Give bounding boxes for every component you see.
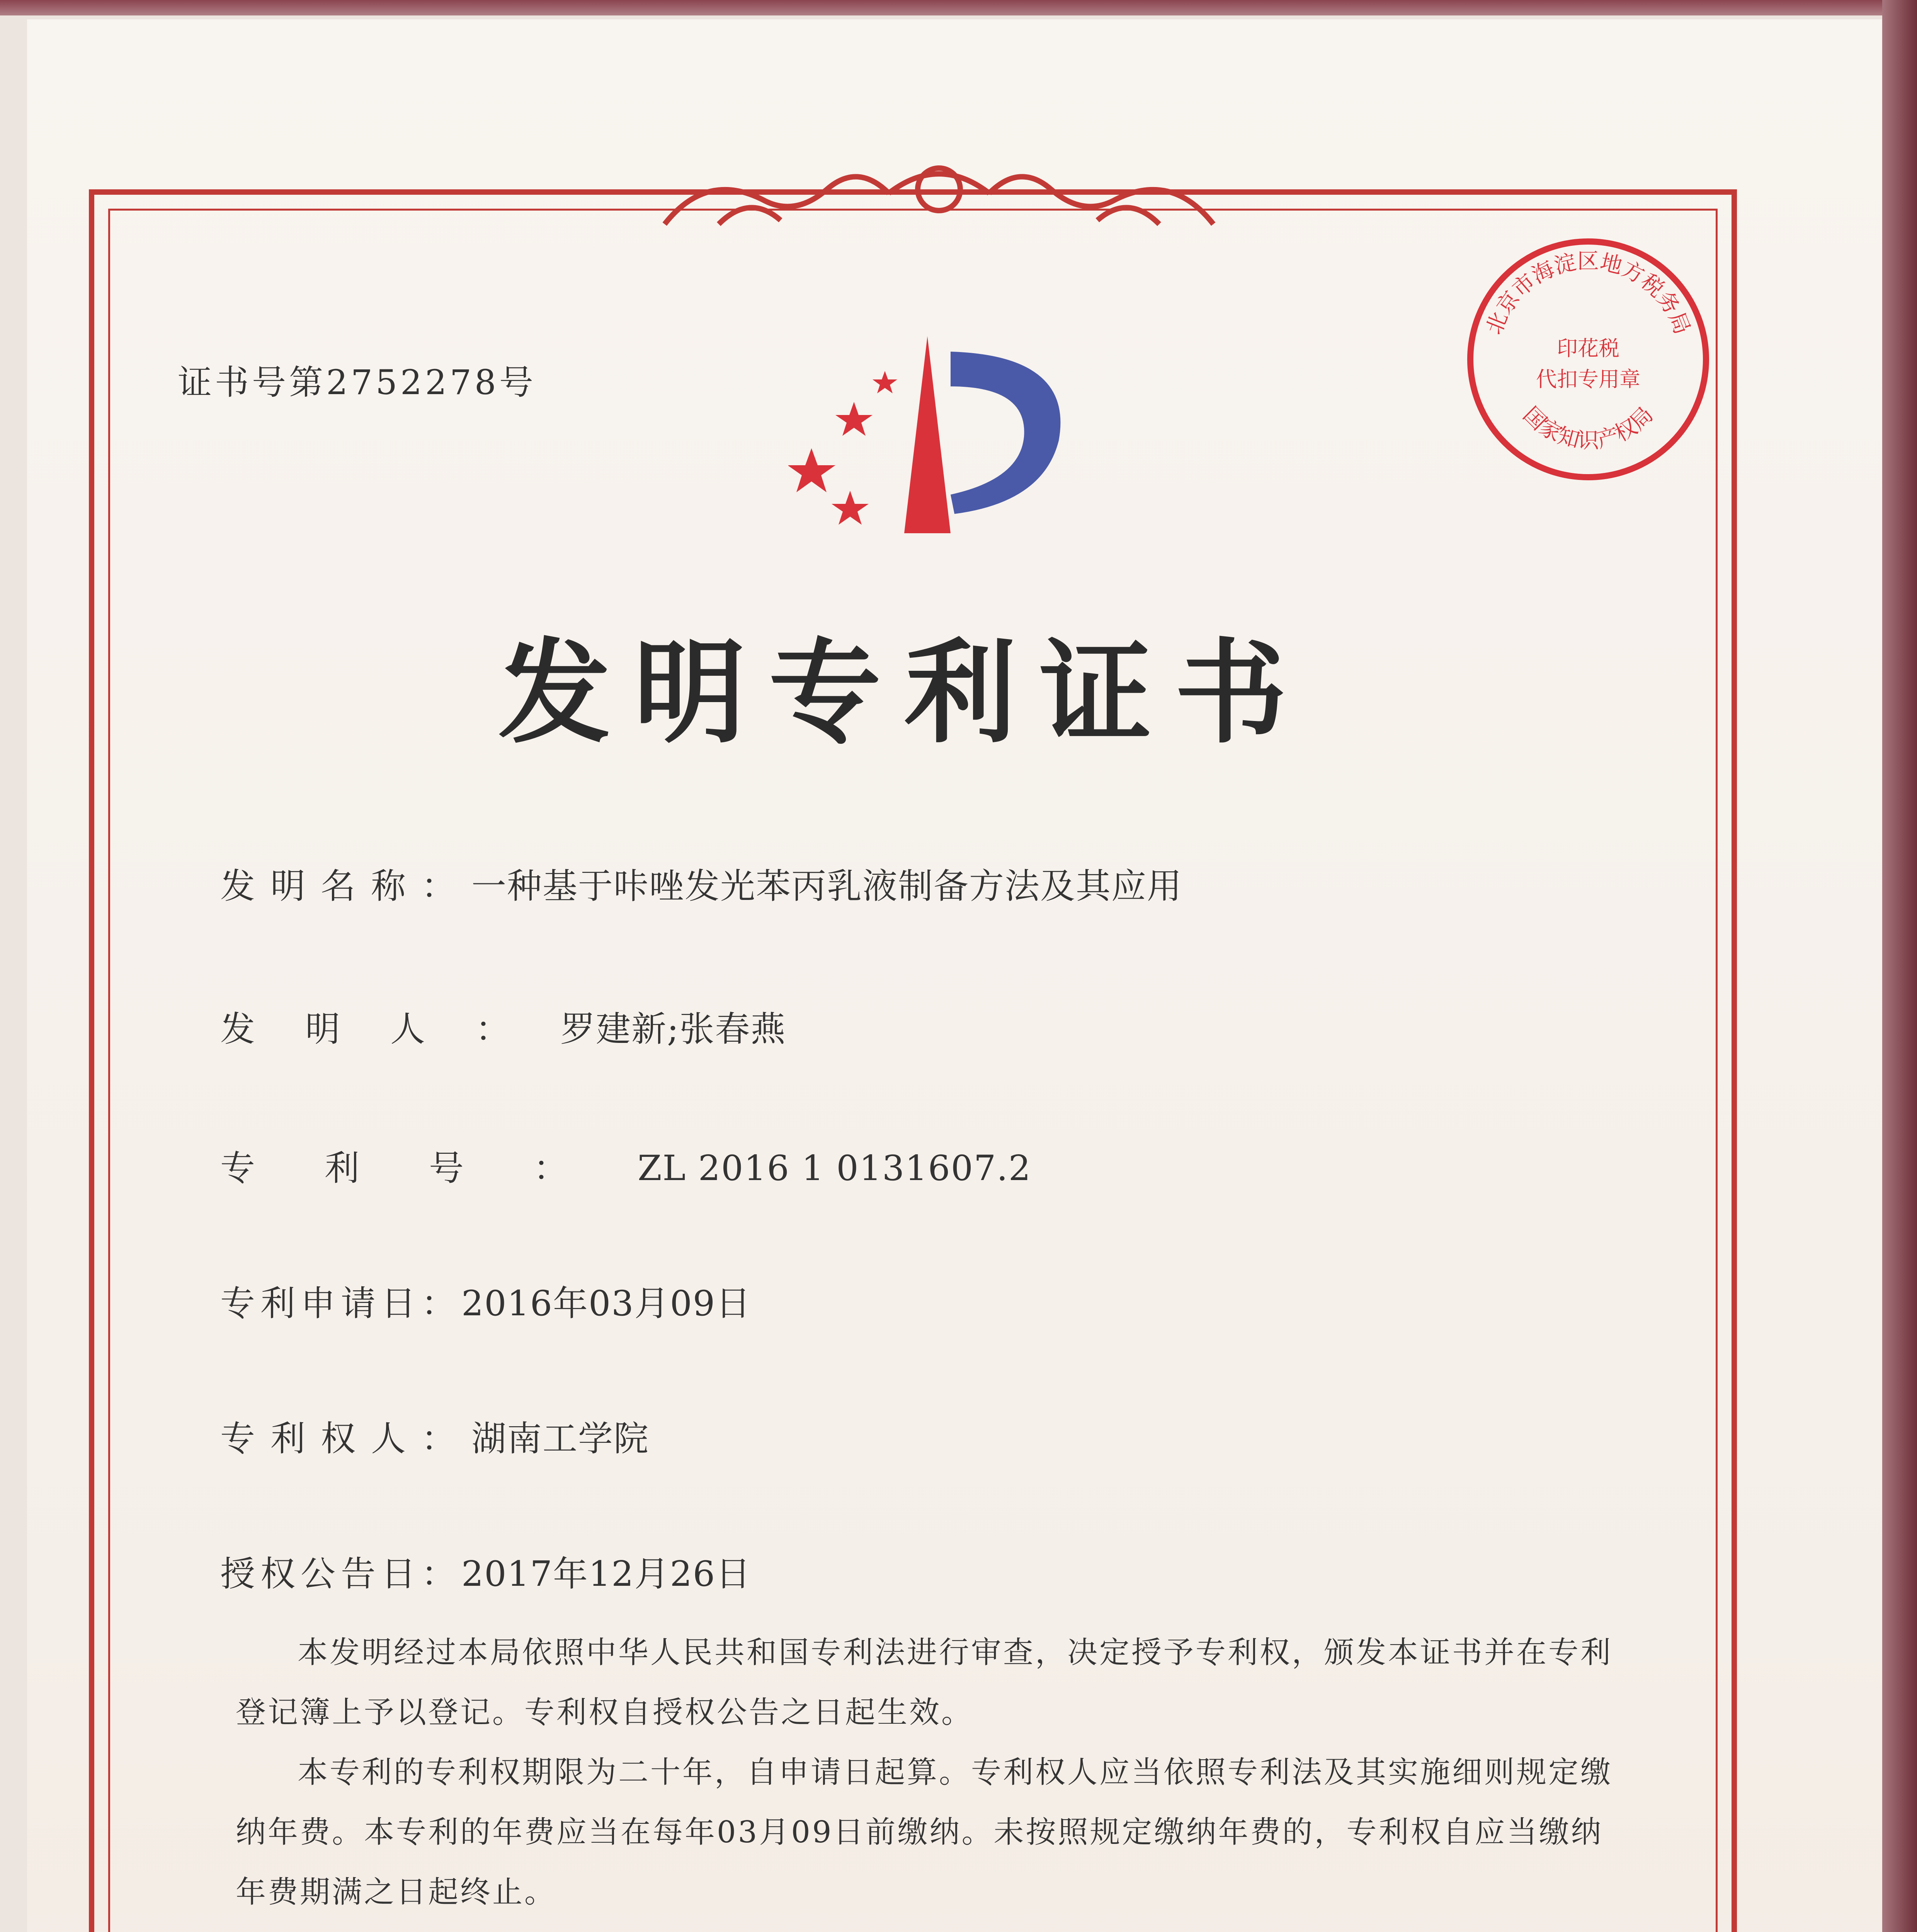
tax-stamp-seal-icon <box>1461 232 1716 487</box>
tax-seal-top-text: 北京市海淀区地方税务局 <box>1481 249 1695 338</box>
field-label: 专利权人： <box>220 1418 471 1459</box>
tax-seal-bottom-text: 国家知识产权局 <box>1518 402 1658 453</box>
svg-text:国家知识产权局 <box>1518 402 1658 453</box>
certificate-number: 证书号第2752278号 <box>178 362 536 402</box>
certificate-body <box>236 1623 1627 1932</box>
body-paragraph: 本专利的专利权期限为二十年，自申请日起算。专利权人应当依照专利法及其实施细则规定缴纳年费。本专利的年费应当在每年03月09日前缴纳。未按照规定缴纳年费的，专利权自应当缴纳年费期满之日起终止。 <box>236 1755 1613 1910</box>
top-ornament-icon <box>649 147 1229 240</box>
field-patent-number <box>220 1140 1031 1190</box>
field-label: 授权公告日： <box>220 1554 461 1594</box>
field-label: 发明名称： <box>220 866 471 906</box>
field-label: 专利号： <box>220 1148 638 1189</box>
field-application-date <box>220 1275 751 1325</box>
field-value: 湖南工学院 <box>471 1418 649 1459</box>
certificate-title: 发明专利证书 <box>498 627 1310 759</box>
field-patentee <box>220 1410 649 1461</box>
field-value: 2016年03月09日 <box>461 1283 752 1324</box>
body-paragraph: 本发明经过本局依照中华人民共和国专利法进行审查，决定授予专利权，颁发本证书并在专利登记簿上予以登记。专利权自授权公告之日起生效。 <box>236 1635 1613 1730</box>
field-invention-name <box>220 858 1182 908</box>
field-inventors <box>220 1001 786 1051</box>
patent-office-logo-icon <box>788 332 1090 556</box>
frame-edge-top <box>0 0 1917 15</box>
field-value: ZL 2016 1 0131607.2 <box>638 1148 1032 1189</box>
svg-text:北京市海淀区地方税务局 <box>1482 249 1695 338</box>
field-label: 发明人： <box>220 1009 560 1049</box>
field-value: 2017年12月26日 <box>461 1554 752 1594</box>
field-grant-date <box>220 1546 751 1596</box>
field-value: 罗建新;张春燕 <box>560 1009 786 1049</box>
field-value: 一种基于咔唑发光苯丙乳液制备方法及其应用 <box>471 866 1182 906</box>
body-paragraph <box>236 1922 1627 1932</box>
frame-edge-right <box>1882 0 1917 1932</box>
field-label: 专利申请日： <box>220 1283 461 1324</box>
tax-seal-middle-1: 印花税 <box>1557 336 1619 361</box>
tax-seal-middle-2: 代扣专用章 <box>1536 367 1640 391</box>
